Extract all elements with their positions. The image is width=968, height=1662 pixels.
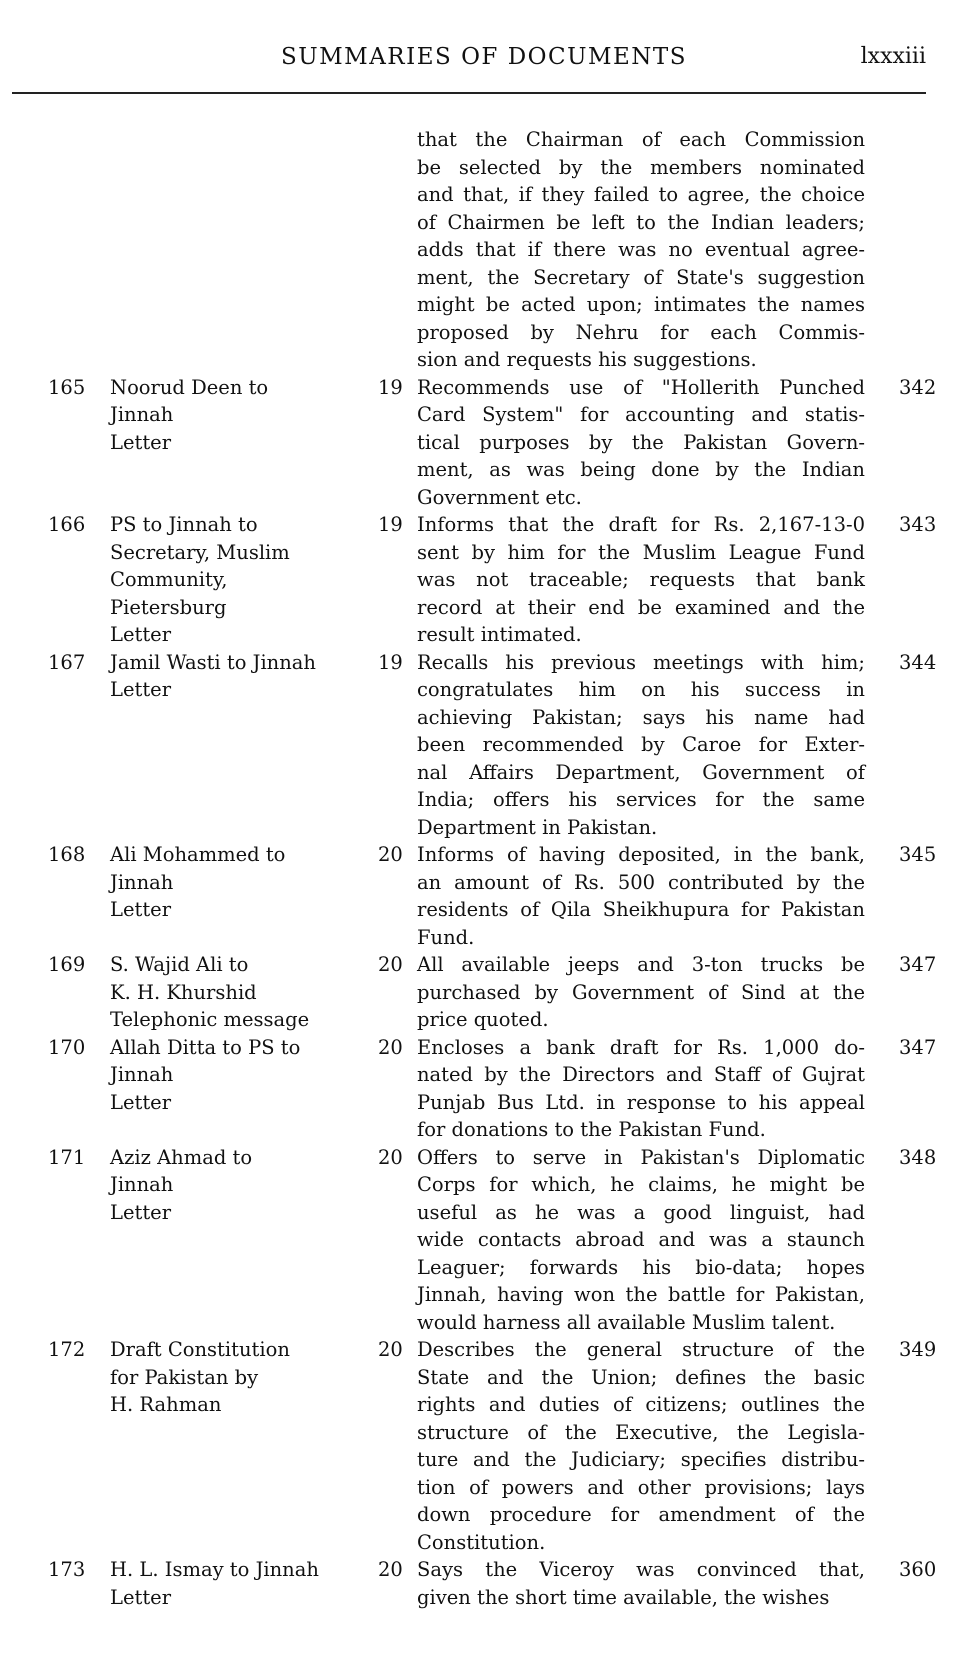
document-summary (417, 951, 865, 1034)
page-reference: 342 (899, 375, 937, 399)
summary-line: ment, as was being done by the Indian (417, 458, 865, 481)
summary-line: useful as he was a good linguist, had (417, 1200, 865, 1224)
summary-line: residents of Qila Sheikhupura for Pakistan (417, 898, 865, 921)
correspondent-line: PS to Jinnah to (110, 513, 258, 536)
document-summary (417, 1556, 865, 1611)
entry-row (0, 1556, 968, 1611)
document-number: 166 (48, 513, 86, 536)
summary-line: tion of powers and other provisions; lays (417, 1475, 865, 1499)
entry-row (0, 374, 968, 512)
document-date: 20 (378, 1338, 403, 1361)
summary-line: purchased by Government of Sind at the (417, 980, 865, 1004)
summary-line: structure of the Executive, the Legisla- (417, 1420, 865, 1444)
correspondent-line: Letter (110, 430, 172, 454)
summary-line: be selected by the members nominated (417, 155, 865, 179)
summary-line: nated by the Directors and Staff of Gujrat (417, 1063, 865, 1086)
correspondent-line: Letter (110, 678, 172, 701)
summary-line: record at their end be examined and the (417, 595, 865, 619)
summary-line: nal Affairs Department, Government of (417, 760, 865, 784)
summary-line: achieving Pakistan; says his name had (417, 705, 865, 729)
summary-line: Card System" for accounting and statis- (417, 403, 865, 426)
page-reference: 344 (899, 650, 937, 674)
document-date: 20 (378, 953, 403, 976)
running-title: SUMMARIES OF DOCUMENTS (280, 44, 688, 70)
summary-line: for donations to the Pakistan Fund. (417, 1118, 766, 1141)
summary-line: might be acted upon; intimates the names (417, 293, 865, 316)
entry-row (0, 841, 968, 951)
summary-line: State and the Union; defines the basic (417, 1365, 865, 1389)
summary-line: Corps for which, he claims, he might be (417, 1173, 865, 1196)
summary-line: proposed by Nehru for each Commis- (417, 320, 865, 344)
summary-line: wide contacts abroad and was a staunch (417, 1228, 865, 1251)
correspondent-line: K. H. Khurshid (110, 980, 257, 1004)
correspondent-line: H. L. Ismay to Jinnah (110, 1558, 319, 1581)
summary-line: that the Chairman of each Commission (417, 128, 865, 151)
document-number: 168 (48, 843, 86, 866)
correspondent-line: Aziz Ahmad to (110, 1145, 253, 1169)
summary-line: sion and requests his suggestions. (417, 348, 757, 371)
document-summary (417, 1336, 865, 1556)
page-header (0, 44, 968, 74)
correspondent-line: Noorud Deen to (110, 375, 269, 399)
document-number: 173 (48, 1558, 86, 1581)
document-summary (417, 511, 865, 649)
summary-line: Constitution. (417, 1530, 546, 1554)
summary-line: Jinnah, having won the battle for Pakistan, (417, 1283, 865, 1306)
summary-line: tical purposes by the Pakistan Govern- (417, 430, 865, 454)
document-date: 20 (378, 1035, 403, 1059)
summary-line: ment, the Secretary of State's suggestion (417, 265, 865, 289)
correspondent-line: Letter (110, 623, 172, 646)
summary-line: Government etc. (417, 485, 582, 509)
entry-row (0, 1034, 968, 1144)
document-date: 20 (378, 843, 403, 866)
document-summary (417, 649, 865, 842)
correspondent-line: Jinnah (110, 403, 174, 426)
page-reference: 345 (899, 843, 937, 866)
summary-line: and that, if they failed to agree, the choice (417, 183, 865, 206)
document-number: 171 (48, 1145, 86, 1169)
page-number: lxxxiii (860, 44, 926, 69)
continued-summary (417, 126, 865, 374)
summary-line: Department in Pakistan. (417, 815, 658, 839)
summary-line: given the short time available, the wishes (417, 1585, 830, 1609)
document-summary-table (0, 126, 968, 1611)
entry-row (0, 649, 968, 842)
correspondents (110, 1556, 378, 1611)
summary-line: Recalls his previous meetings with him; (417, 650, 865, 674)
continuation-row (0, 126, 968, 374)
summary-line: rights and duties of citizens; outlines the (417, 1393, 865, 1416)
document-summary (417, 1034, 865, 1144)
page-reference: 347 (899, 1035, 937, 1059)
correspondents (110, 374, 378, 512)
summary-line: adds that if there was no eventual agree- (417, 238, 865, 261)
correspondent-line: Letter (110, 1200, 172, 1224)
page-reference: 349 (899, 1338, 937, 1361)
correspondent-line: Letter (110, 1585, 172, 1609)
document-number: 170 (48, 1035, 86, 1059)
document-summary (417, 1144, 865, 1337)
summary-line: congratulates him on his success in (417, 678, 865, 701)
header-rule (12, 92, 926, 94)
document-date: 19 (378, 375, 403, 399)
document-summary (417, 374, 865, 512)
summary-line: sent by him for the Muslim League Fund (417, 540, 865, 564)
correspondents (110, 1034, 378, 1144)
document-number: 169 (48, 953, 86, 976)
summary-line: All available jeeps and 3-ton trucks be (417, 953, 865, 976)
correspondent-line: Jinnah (110, 1063, 174, 1086)
correspondent-line: Telephonic message (110, 1008, 310, 1031)
correspondent-line: Draft Constitution (110, 1338, 290, 1361)
correspondent-line: Community, (110, 568, 228, 591)
summary-line: would harness all available Muslim talent. (417, 1310, 836, 1334)
summary-line: Recommends use of "Hollerith Punched (417, 375, 865, 399)
correspondent-line: Letter (110, 1090, 172, 1114)
correspondent-line: Jinnah (110, 1173, 174, 1196)
correspondents (110, 511, 378, 649)
summary-line: of Chairmen be left to the Indian leaders; (417, 210, 865, 234)
summary-line: an amount of Rs. 500 contributed by the (417, 870, 865, 894)
entry-row (0, 1336, 968, 1556)
correspondents (110, 649, 378, 842)
correspondent-line: Jamil Wasti to Jinnah (110, 650, 316, 674)
document-number: 165 (48, 375, 86, 399)
entry-row (0, 511, 968, 649)
entry-row (0, 951, 968, 1034)
correspondents (110, 1336, 378, 1556)
page-reference: 348 (899, 1145, 937, 1169)
summary-line: price quoted. (417, 1008, 549, 1031)
correspondents (110, 1144, 378, 1337)
summary-line: India; offers his services for the same (417, 788, 865, 811)
correspondent-line: Allah Ditta to PS to (110, 1035, 301, 1059)
summary-line: Fund. (417, 925, 475, 949)
document-date: 20 (378, 1145, 403, 1169)
summary-line: Leaguer; forwards his bio-data; hopes (417, 1255, 865, 1279)
document-date: 19 (378, 513, 403, 536)
correspondent-line: Pietersburg (110, 595, 227, 619)
summary-line: been recommended by Caroe for Exter- (417, 733, 865, 756)
summary-line: down procedure for amendment of the (417, 1503, 865, 1526)
correspondents (110, 841, 378, 951)
page-reference: 343 (899, 513, 937, 536)
summary-line: Punjab Bus Ltd. in response to his appeal (417, 1090, 865, 1114)
correspondents (110, 951, 378, 1034)
page-reference: 360 (899, 1558, 937, 1581)
correspondent-line: Secretary, Muslim (110, 540, 290, 564)
summary-line: Says the Viceroy was convinced that, (417, 1558, 865, 1581)
summary-line: Informs that the draft for Rs. 2,167-13-0 (417, 513, 865, 536)
correspondent-line: H. Rahman (110, 1393, 222, 1416)
correspondent-line: S. Wajid Ali to (110, 953, 249, 976)
summary-line: Encloses a bank draft for Rs. 1,000 do- (417, 1035, 865, 1059)
document-date: 20 (378, 1558, 403, 1581)
correspondent-line: for Pakistan by (110, 1365, 259, 1389)
summary-line: Informs of having deposited, in the bank, (417, 843, 865, 866)
correspondent-line: Jinnah (110, 870, 174, 894)
entry-row (0, 1144, 968, 1337)
document-date: 19 (378, 650, 403, 674)
summary-line: Describes the general structure of the (417, 1338, 865, 1361)
document-summary (417, 841, 865, 951)
document-number: 172 (48, 1338, 86, 1361)
correspondent-line: Letter (110, 898, 172, 921)
summary-line: Offers to serve in Pakistan's Diplomatic (417, 1145, 865, 1169)
summary-line: result intimated. (417, 623, 582, 646)
document-number: 167 (48, 650, 86, 674)
summary-line: ture and the Judiciary; specifies distribu- (417, 1448, 865, 1471)
page-reference: 347 (899, 953, 937, 976)
correspondent-line: Ali Mohammed to (110, 843, 286, 866)
summary-line: was not traceable; requests that bank (417, 568, 865, 591)
